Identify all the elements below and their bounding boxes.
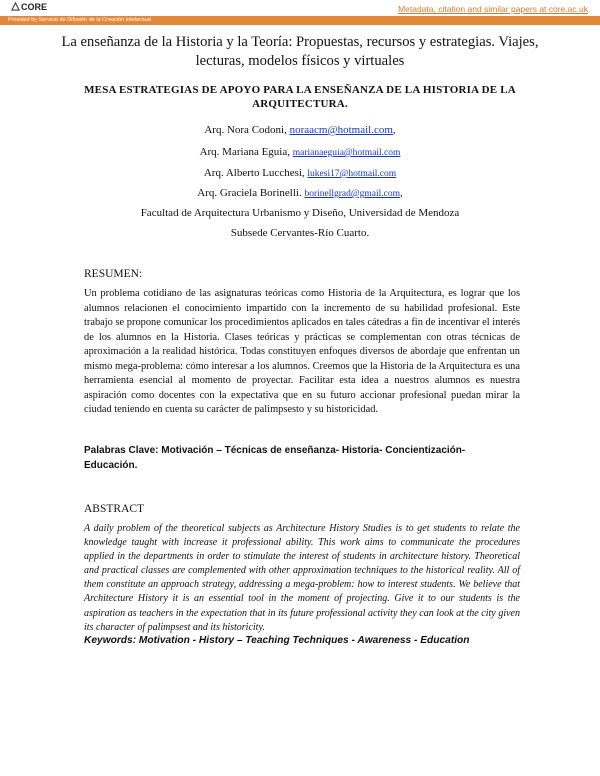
- core-provided-text: Provided by Servicio de Difusión de la Creación Intelectual: [8, 17, 151, 23]
- author-line: [0, 187, 600, 201]
- resumen-heading: RESUMEN:: [84, 268, 143, 280]
- author-separator: ,: [400, 187, 403, 199]
- author-line: [0, 167, 600, 181]
- abstract-heading: ABSTRACT: [84, 503, 145, 515]
- author-email-link[interactable]: marianaeguia@hotmail.com: [292, 148, 401, 158]
- paper-title: La enseñanza de la Historia y la Teoría: Propuestas, recursos y estrategias. Viajes, lecturas, modelos físicos y virtuales: [61, 34, 539, 69]
- core-logo[interactable]: [11, 2, 47, 12]
- author-line: [0, 146, 600, 160]
- resumen-text: Un problema cotidiano de las asignaturas teóricas como Historia de la Arquitectura, es lograr que los alumnos relacionen el conocimiento impartido con la incremento de su habilidad profesional. Este trabajo se propone comunicar los procedimientos aplicados en tales cátedras a fin de incentivar el interés de los alumnos en la Historia. Clases teóricas y prácticas se complementan con otras técnicas de aproximación a la realidad histórica. Todas constituyen enfoques diversos de abordaje que enfrentan un mismo mega-problema: cómo interesar a los alumnos. Creemos que la Historia de la Arquitectura es una herramienta esencial al momento de proyectar. Facilitar esta idea a nuestros alumnos es nuestra aspiración como docentes con la expectativa que en su futuro accionar profesional puedan mirar la ciudad teniendo en cuenta su carácter de palimpsesto y su historicidad.: [84, 288, 520, 415]
- author-email-link[interactable]: noraacm@hotmail.com: [289, 124, 393, 136]
- paper-subtitle: MESA ESTRATEGIAS DE APOYO PARA LA ENSEÑANZA DE LA HISTORIA DE LA ARQUITECTURA.: [84, 84, 516, 110]
- core-header: [0, 0, 600, 24]
- affiliation: Facultad de Arquitectura Urbanismo y Diseño, Universidad de Mendoza: [140, 207, 460, 219]
- subsede: Subsede Cervantes-Río Cuarto.: [230, 227, 370, 239]
- author-name: Arq. Nora Codoni,: [204, 124, 287, 136]
- author-email-link[interactable]: lukesi17@hotmail.com: [307, 169, 397, 179]
- palabras-clave: Palabras Clave: Motivación – Técnicas de enseñanza- Historia- Concientización- Educación.: [84, 445, 466, 471]
- core-metadata-link[interactable]: Metadata, citation and similar papers at core.ac.uk: [398, 4, 588, 14]
- core-logo-text: CORE: [21, 2, 48, 12]
- author-name: Arq. Graciela Borinelli.: [197, 187, 302, 199]
- abstract-text: A daily problem of the theoretical subjects as Architecture History Studies is to get students to relate the knowledge taught with increase it professional ability. This work aims to communicate the procedures applied in the departments in order to stimulate the interest of students in architecture history. Theoretical and practical classes are complemented with other approximation techniques to the historical reality. All of them constitute an approach strategy, addressing a mega-problem: how to interest students. We believe that Architecture History it is an essential tool in the moment of projecting. Give it to our students is the aspiration as teachers in the expectation that in its future professional activity they can look at the city given its character of palimpsest and its historicity.: [84, 523, 520, 633]
- author-email-link[interactable]: borinellgrad@gmail.com: [304, 189, 400, 199]
- author-name: Arq. Alberto Lucchesi,: [203, 167, 305, 179]
- core-logo-icon: [11, 2, 20, 11]
- author-separator: ,: [392, 124, 396, 136]
- keywords: Keywords: Motivation - History – Teaching Techniques - Awareness - Education: [84, 635, 470, 646]
- author-name: Arq. Mariana Eguia,: [199, 146, 290, 158]
- author-line: [0, 124, 600, 137]
- core-provided-strip: [0, 16, 600, 25]
